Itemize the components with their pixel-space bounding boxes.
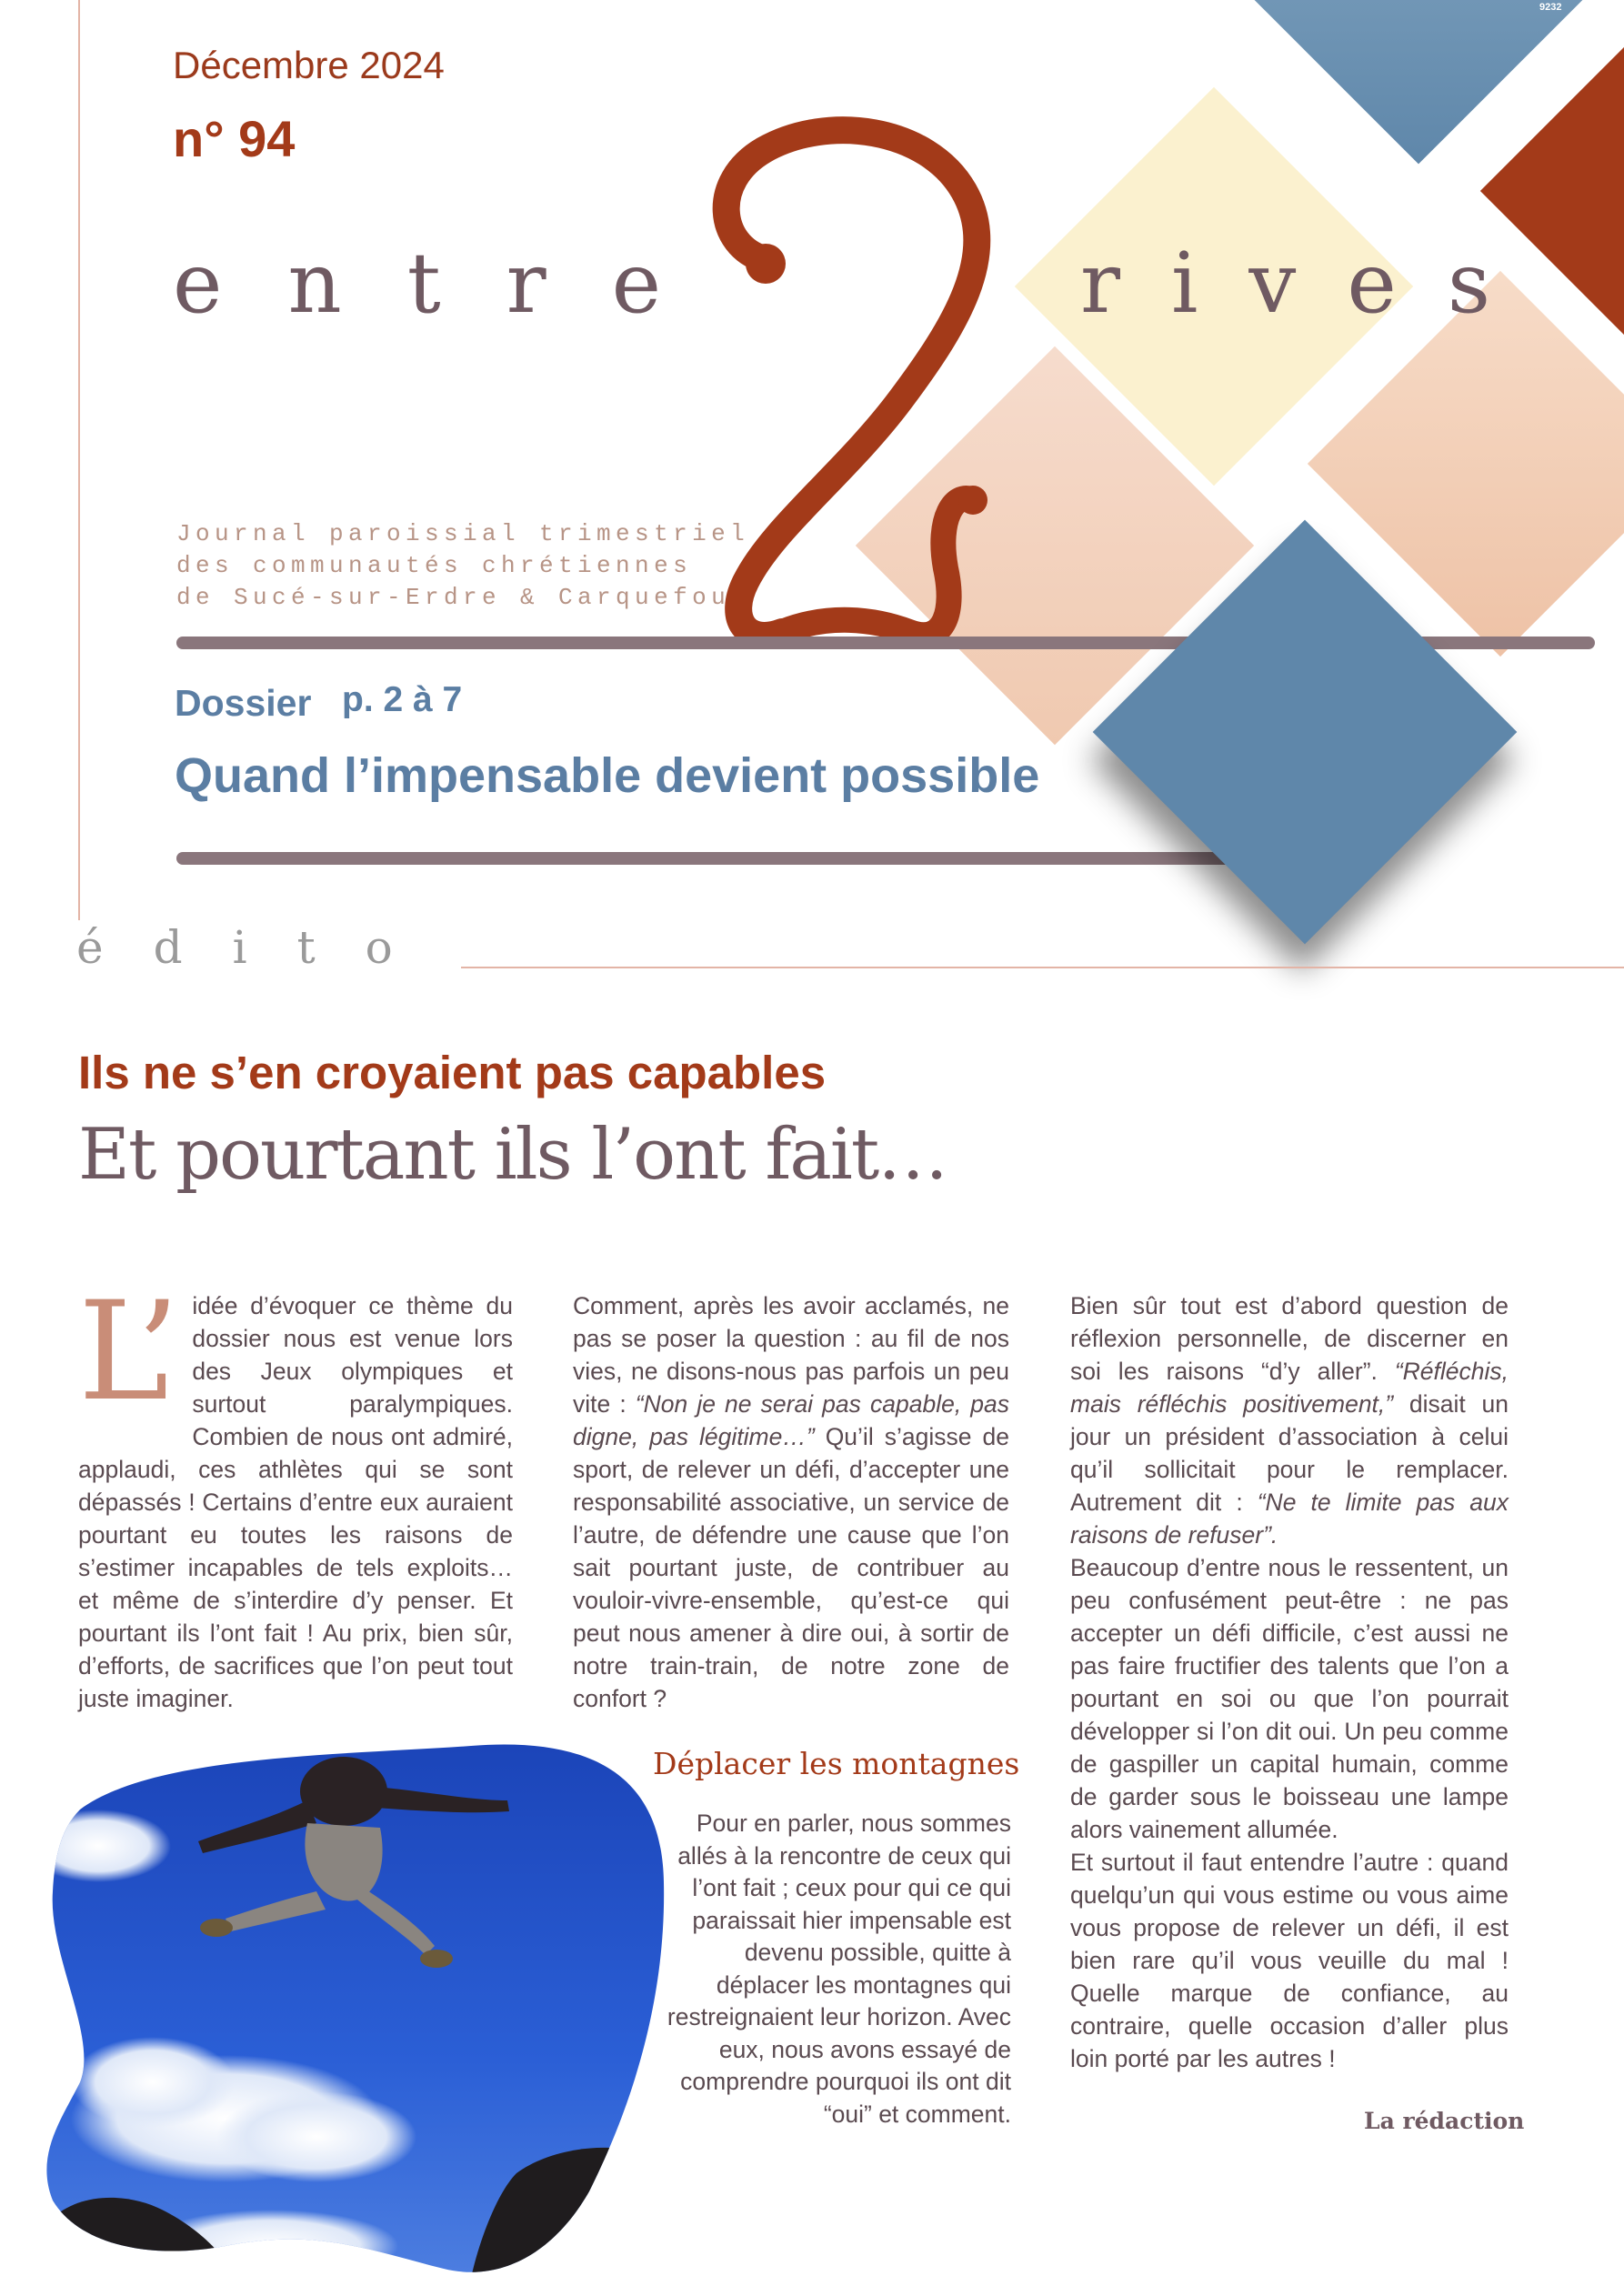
article-column-1 [78, 1273, 513, 1715]
drop-cap: L’ [78, 1273, 180, 1431]
issue-number: n° 94 [173, 110, 296, 167]
masthead-frame [78, 0, 1624, 968]
column-3-quote-2: “Ne te limite pas aux raisons de refuser”. [1070, 1489, 1509, 1549]
article-signature: La rédaction [1364, 2108, 1525, 2134]
column-3-paragraph-2: Beaucoup d’entre nous le ressentent, un peu confusément peut-être : ne pas accepter un défi difficile, c’est aussi ne pas faire fructifier des talents que l’on a pourtant en soi ou que l’on pourrait développer si l’on dit oui. Un peu comme de gaspiller un capital humain, comme de garder sous le boisseau une lampe alors vainement allumée. [1070, 1554, 1509, 1843]
dossier-pages: p. 2 à 7 [342, 680, 463, 719]
article-column-2b [655, 1808, 1011, 2131]
section-label: édito [76, 920, 461, 975]
article-kicker: Ils ne s’en croyaient pas capables [78, 1047, 827, 1098]
article-column-3 [1070, 1289, 1509, 2075]
column-2b-text: Pour en parler, nous sommes allés à la rencontre de ceux qui l’ont fait ; ceux pour qui ce qui paraissait hier impensable est devenu possible, quitte à déplacer les montagnes qui restreignaient leur horizon. Avec eux, nous avons essayé de comprendre pourquoi ils ont dit “oui” et comment. [667, 1810, 1011, 2128]
column-2-quote: “Non je ne serai pas capable, pas digne, pas légitime…” [573, 1390, 1009, 1450]
brand-title-left: entre [173, 235, 727, 332]
column-2-text: Comment, après les avoir acclamés, ne pas se poser la question : au fil de nos vies, ne disons-nous pas parfois un peu vite : “Non je ne serai pas capable, pas digne, pas légitime…” Qu’il s’agisse de sport, de relever un défi, d’accepter une responsabilité associative, un service de l’autre, de défendre une cause que l’on sait pourtant juste, de contribuer au vouloir-vivre-ensemble, qu’est-ce qui peut nous amener à dire oui, à sortir de notre train-train, de notre zone de confort ? [573, 1292, 1009, 1712]
article-headline: Et pourtant ils l’ont fait… [78, 1114, 947, 1196]
column-1-text: idée d’évoquer ce thème du dossier nous est venue lors des Jeux olympiques et surtout paralympiques. Combien de nous ont admiré, applaudi, ces athlètes qui se sont dépassés ! Certains d’entre eux auraient pourtant eu toutes les raisons de s’estimer incapables de tels exploits… et même de s’interdire d’y penser. Et pourtant ils l’ont fait ! Au prix, bien sûr, d’efforts, de sacrifices que l’on peut tout juste imaginer. [78, 1292, 513, 1712]
article-subhead: Déplacer les montagnes [653, 1746, 1020, 1781]
dossier-title: Quand l’impensable devient possible [175, 748, 1040, 803]
dossier-label: Dossier [175, 682, 312, 724]
column-3-paragraph-1: Bien sûr tout est d’abord question de réflexion personnelle, de discerner en soi les raisons “d’y aller”. “Réfléchis, mais réfléchis positivement,” disait un jour un président d’association à celui qu’il sollicitait pour le remplacer. Autrement dit : “Ne te limite pas aux raisons de refuser”. [1070, 1292, 1509, 1549]
issue-code: 9232 [1539, 2, 1562, 13]
column-3-quote-1: “Réfléchis, mais réfléchis positivement,” [1070, 1358, 1509, 1418]
subtitle-line-2: des communautés chrétiennes [176, 552, 693, 579]
jumper-photo [44, 1737, 667, 2278]
brand-title-right: rives [1080, 235, 1542, 332]
subtitle-line-3: de Sucé-sur-Erdre & Carquefou [176, 584, 731, 611]
article-column-2 [573, 1289, 1009, 1715]
subtitle-line-1: Journal paroissial trimestriel [176, 520, 750, 547]
column-3-paragraph-3: Et surtout il faut entendre l’autre : quand quelqu’un qui vous estime ou vous aime vous propose de relever un défi, il est bien rare qu’il vous veuille du mal ! Quelle marque de confiance, au contraire, quelle occasion d’aller plus loin porté par les autres ! [1070, 1849, 1509, 2072]
issue-date: Décembre 2024 [173, 44, 445, 86]
